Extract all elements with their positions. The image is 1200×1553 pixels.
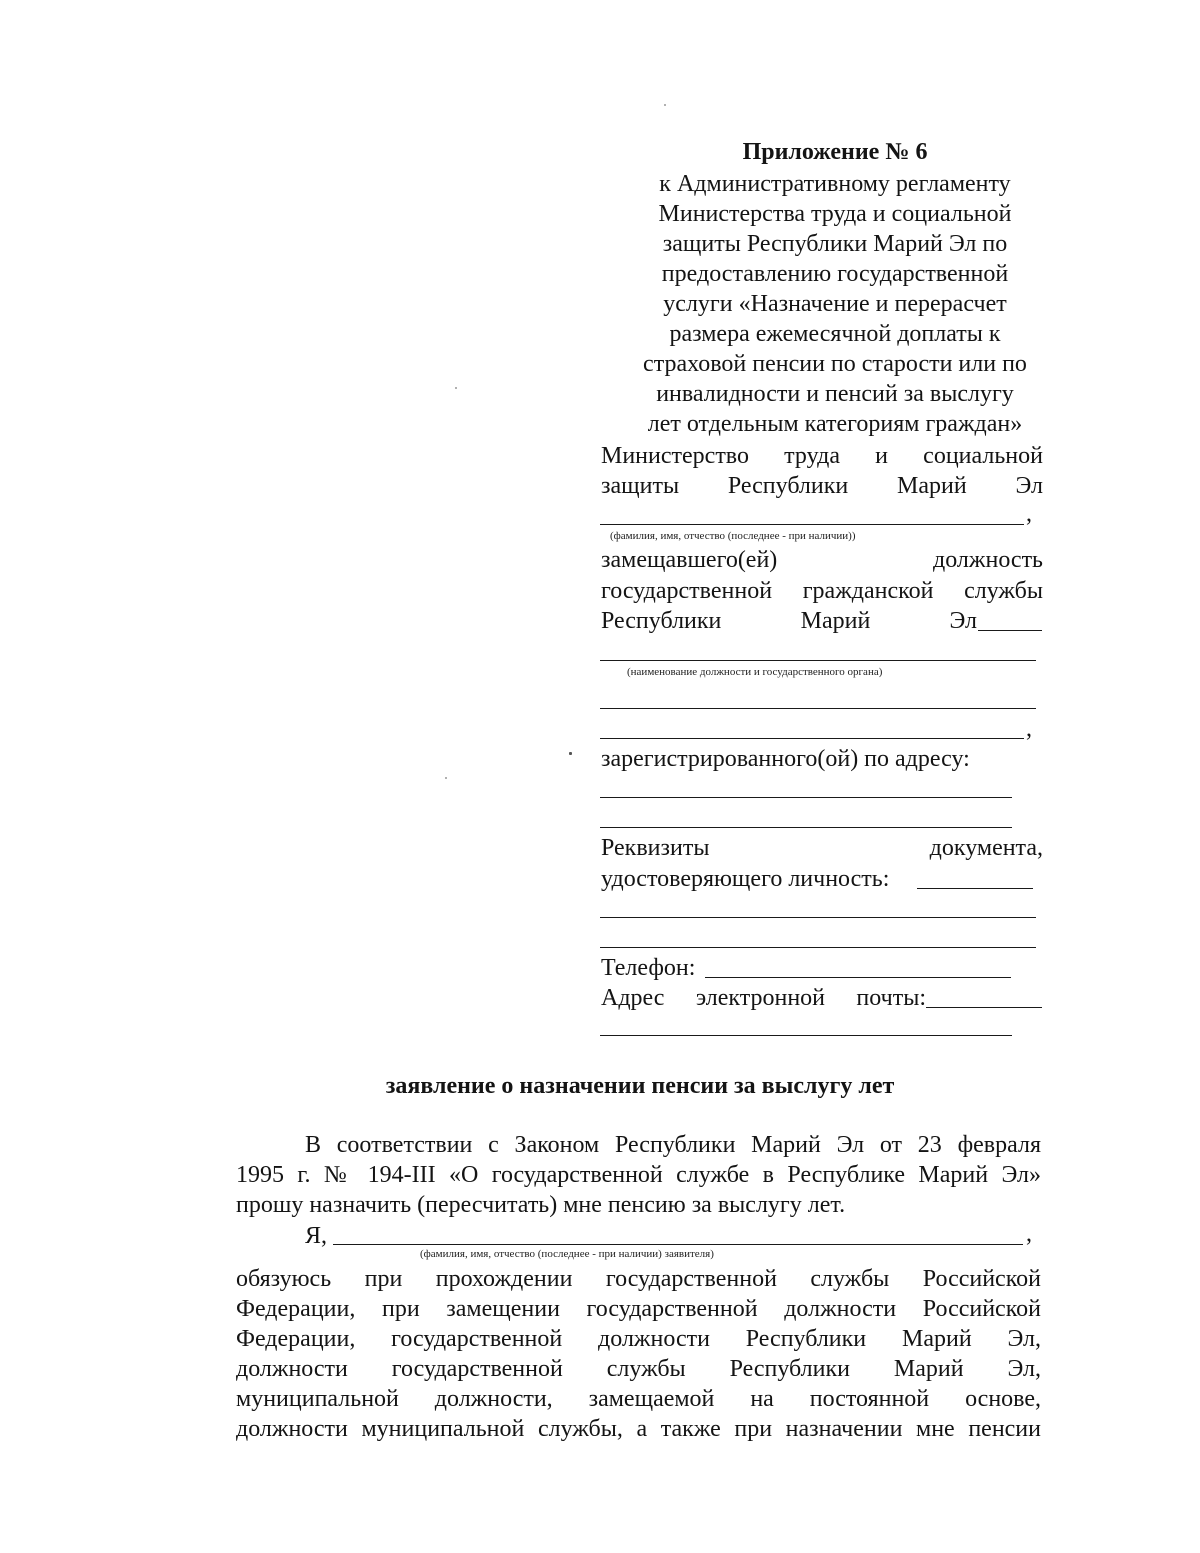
id-document-blank-short[interactable]	[917, 888, 1033, 889]
statement-para1-line: 1995 г. № 194-III «О государственной службе в Республике Марий Эл»	[236, 1162, 1041, 1188]
scan-speck	[455, 387, 457, 389]
email-blank-short[interactable]	[926, 1007, 1042, 1008]
position-line1: замещавшего(ей) должность	[601, 547, 1043, 573]
scan-speck	[569, 752, 572, 755]
id-document-blank-line-1[interactable]	[600, 917, 1036, 918]
appendix-subtitle-line: услуги «Назначение и перерасчет	[663, 291, 1007, 317]
fio-comma: ,	[1026, 501, 1032, 527]
appendix-subtitle-line: Министерства труда и социальной	[658, 201, 1012, 227]
applicant-ya: Я,	[305, 1223, 328, 1249]
id-document-blank-line-2[interactable]	[600, 947, 1036, 948]
statement-para2-line: должности государственной службы Республики Марий Эл,	[236, 1356, 1041, 1382]
scan-speck	[664, 104, 666, 106]
statement-para2-line: муниципальной должности, замещаемой на постоянной основе,	[236, 1386, 1041, 1412]
address-blank-line-2[interactable]	[600, 827, 1012, 828]
applicant-fio-caption: (фамилия, имя, отчество (последнее - при наличии) заявителя)	[420, 1248, 714, 1260]
statement-heading: заявление о назначении пенсии за выслугу лет	[385, 1073, 895, 1099]
statement-para1-line: В соответствии с Законом Республики Марий Эл от 23 февраля	[305, 1132, 1041, 1158]
position-blank-short[interactable]	[978, 630, 1042, 631]
statement-para2-line: Федерации, при замещении государственной должности Российской	[236, 1296, 1041, 1322]
appendix-subtitle-line: предоставлению государственной	[661, 261, 1009, 287]
position-blank-line[interactable]	[600, 660, 1036, 661]
email-label: Адрес электронной почты:	[601, 985, 926, 1011]
fio-blank-line[interactable]	[600, 524, 1024, 525]
appendix-title: Приложение № 6	[742, 139, 928, 165]
appendix-subtitle-line: к Административному регламенту	[659, 171, 1011, 197]
id-document-line2: удостоверяющего личность:	[601, 866, 890, 892]
position-line3: Республики Марий Эл	[601, 608, 977, 634]
appendix-subtitle-line: лет отдельным категориям граждан»	[647, 411, 1023, 437]
registered-address-label: зарегистрированного(ой) по адресу:	[601, 746, 970, 772]
statement-para2-line: Федерации, государственной должности Республики Марий Эл,	[236, 1326, 1041, 1352]
addressee-ministry-line2: защиты Республики Марий Эл	[601, 473, 1043, 499]
addressee-ministry-line1: Министерство труда и социальной	[601, 443, 1043, 469]
appendix-subtitle-line: инвалидности и пенсий за выслугу	[656, 381, 1014, 407]
statement-para2-line: должности муниципальной службы, а также при назначении мне пенсии	[236, 1416, 1041, 1442]
statement-para2-line: обязуюсь при прохождении государственной службы Российской	[236, 1266, 1041, 1292]
applicant-comma: ,	[1026, 1221, 1032, 1247]
position-blank-line-3[interactable]	[600, 738, 1024, 739]
fio-caption: (фамилия, имя, отчество (последнее - при наличии))	[610, 530, 856, 542]
scan-speck	[445, 777, 447, 779]
position-blank-line-2[interactable]	[600, 708, 1036, 709]
id-document-line1: Реквизиты документа,	[601, 835, 1043, 861]
phone-label: Телефон:	[601, 955, 696, 981]
appendix-subtitle-line: страховой пенсии по старости или по	[643, 351, 1027, 377]
phone-blank-line[interactable]	[705, 977, 1011, 978]
appendix-subtitle	[600, 169, 1070, 439]
position-caption: (наименование должности и государственного органа)	[627, 666, 883, 678]
applicant-fio-blank-line[interactable]	[333, 1244, 1023, 1245]
appendix-subtitle-line: защиты Республики Марий Эл по	[662, 231, 1008, 257]
address-blank-line-1[interactable]	[600, 797, 1012, 798]
statement-para1-last: прошу назначить (пересчитать) мне пенсию за выслугу лет.	[236, 1192, 846, 1218]
position-comma: ,	[1026, 716, 1032, 742]
position-line2: государственной гражданской службы	[601, 578, 1043, 604]
appendix-subtitle-line: размера ежемесячной доплаты к	[669, 321, 1001, 347]
email-blank-line[interactable]	[600, 1035, 1012, 1036]
